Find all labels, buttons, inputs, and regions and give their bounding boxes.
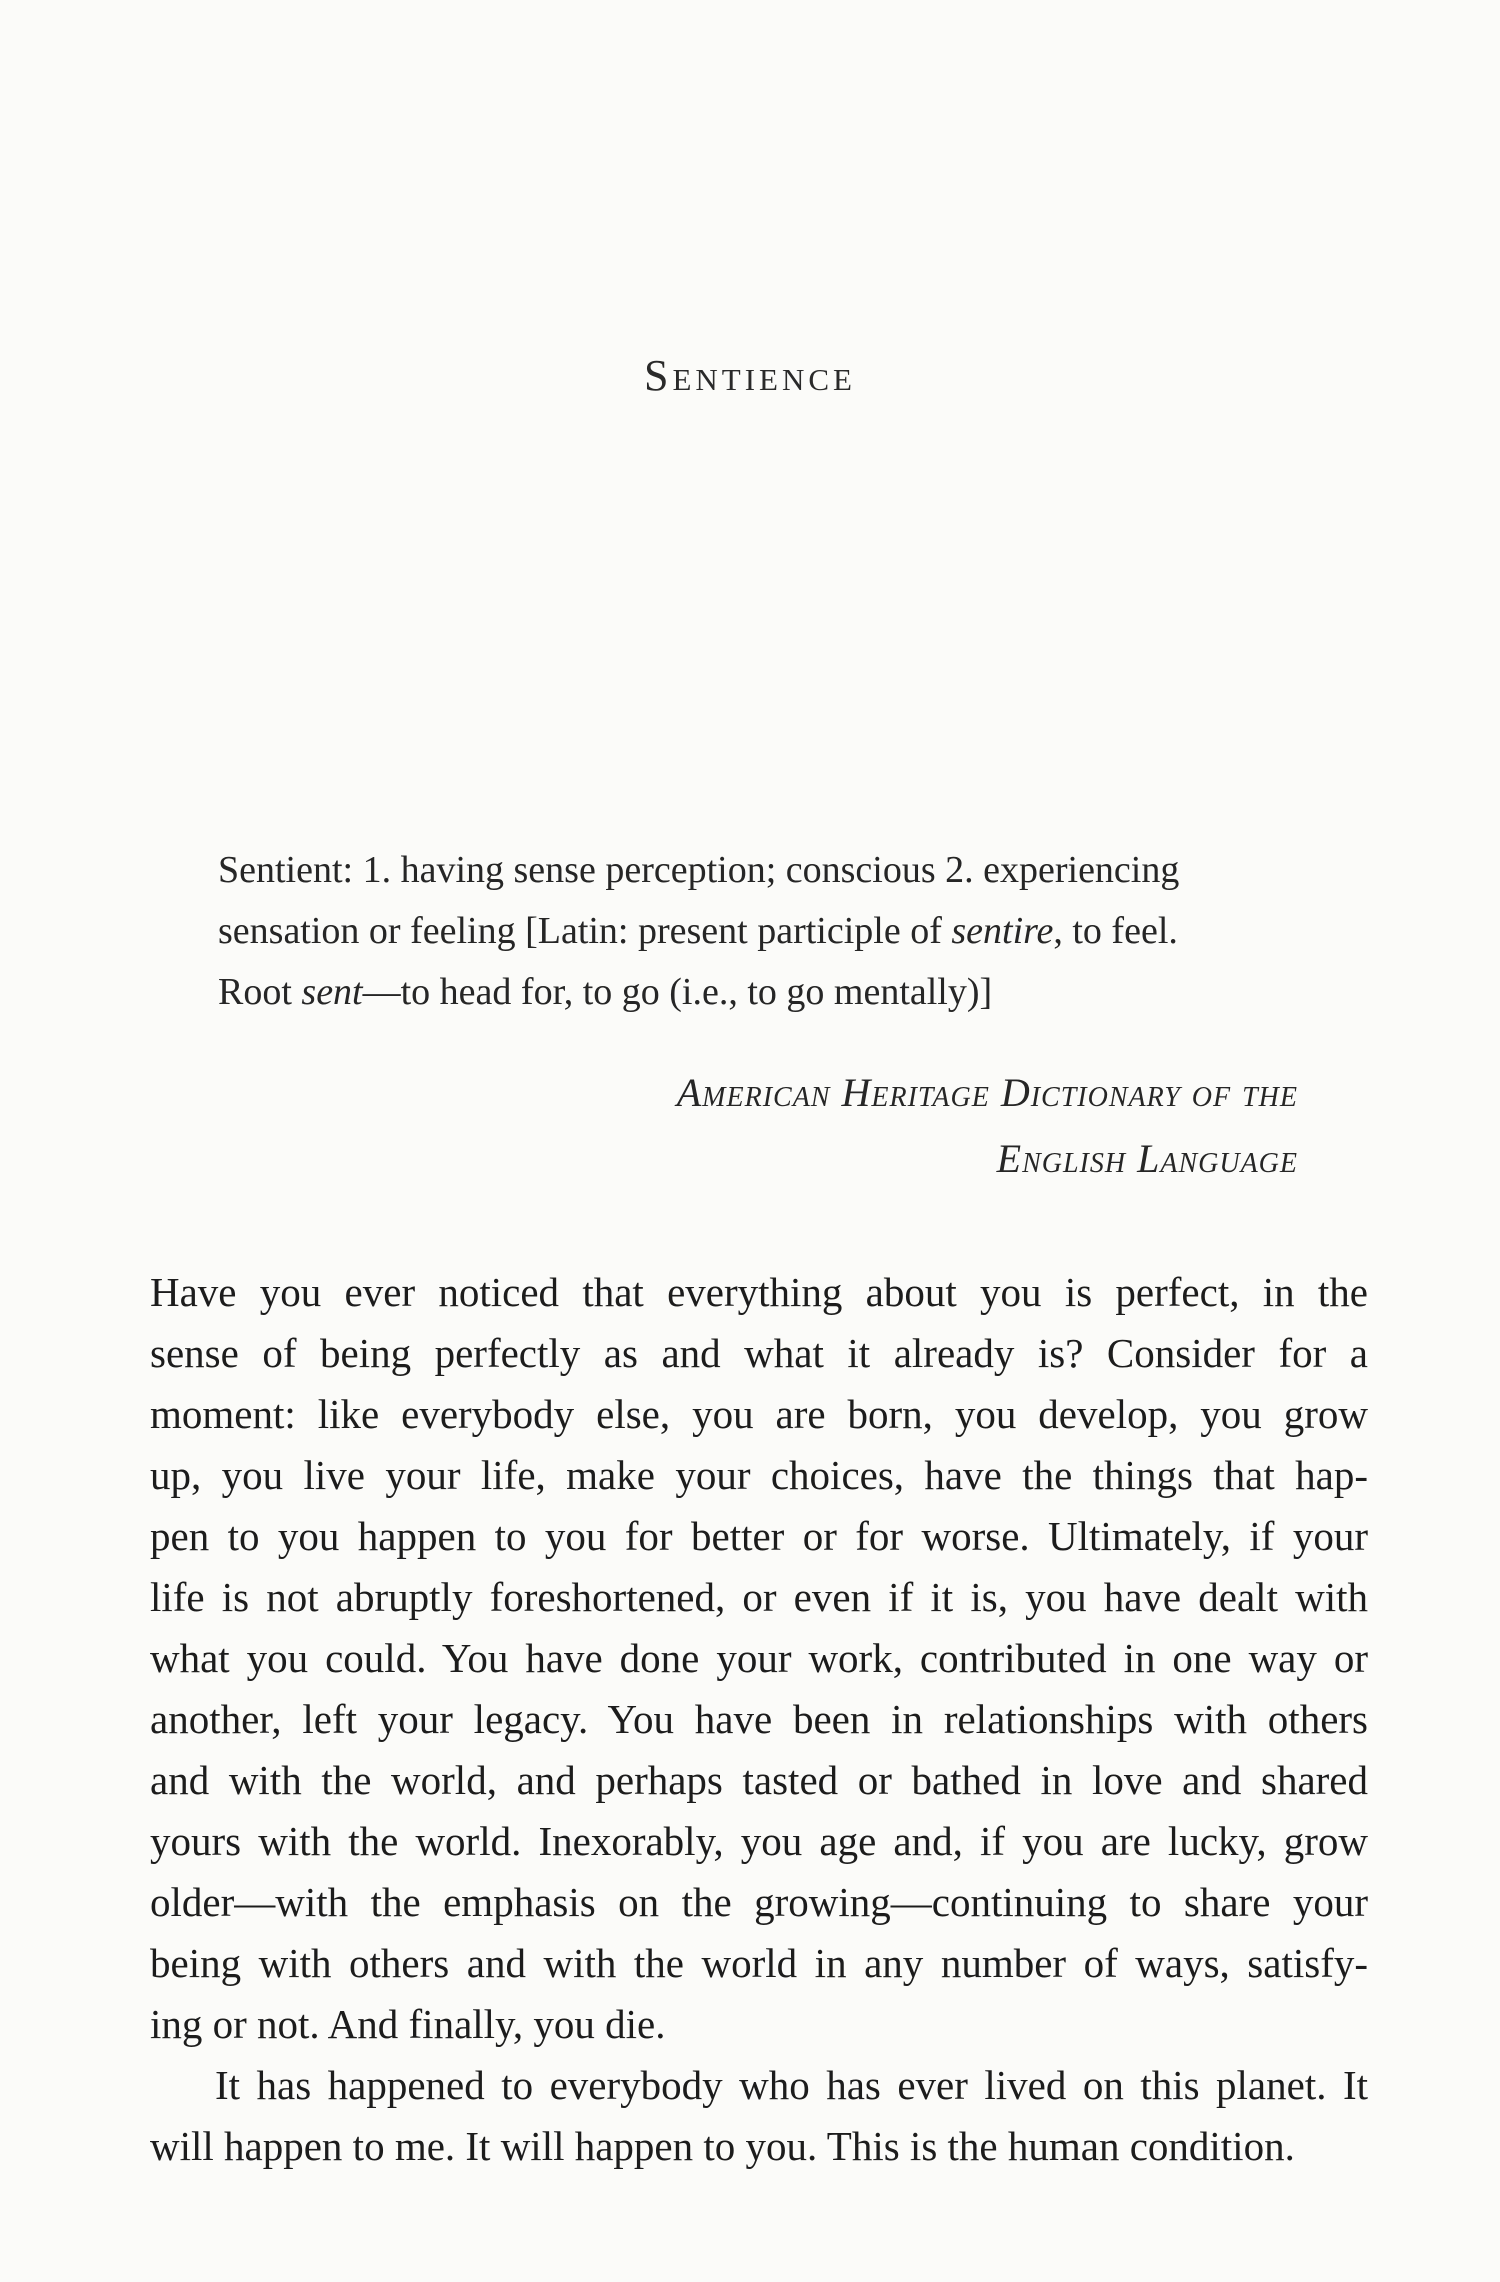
paragraph-1-line: what you could. You have done your work, contributed in one way or: [150, 1635, 1368, 1681]
epigraph-line-2-pre: sensation or feeling [Latin: present participle of: [218, 910, 952, 952]
paragraph-1-line: yours with the world. Inexorably, you age and, if you are lucky, grow: [150, 1818, 1368, 1864]
epigraph-root-word: sent: [301, 971, 363, 1013]
paragraph-1-line: sense of being perfectly as and what it already is? Consider for a: [150, 1330, 1368, 1376]
paragraph-1-line: pen to you happen to you for better or for worse. Ultimately, if your: [150, 1513, 1368, 1559]
epigraph: [218, 840, 1298, 1023]
paragraph-2-line: will happen to me. It will happen to you. This is the human condition.: [150, 2123, 1295, 2169]
chapter-title: Sentience: [644, 351, 856, 400]
epigraph-latin-word: sentire: [951, 910, 1054, 952]
epigraph-line-2: [218, 901, 1298, 962]
epigraph-line-3-pre: Root: [218, 971, 302, 1013]
epigraph-source: [218, 1060, 1298, 1192]
paragraph-2-line: It has happened to everybody who has ever lived on this planet. It: [215, 2062, 1368, 2108]
source-line-2: English Language: [996, 1136, 1298, 1181]
paragraph-1-line: being with others and with the world in any number of ways, satisfy-: [150, 1940, 1368, 1986]
paragraph-1-line: life is not abruptly foreshortened, or even if it is, you have dealt with: [150, 1574, 1368, 1620]
source-line-1: American Heritage Dictionary of the: [676, 1070, 1298, 1115]
epigraph-line-3: [218, 962, 1298, 1023]
paragraph-1-line: up, you live your life, make your choices, have the things that hap-: [150, 1452, 1368, 1498]
epigraph-line-2-post: , to feel.: [1053, 910, 1178, 952]
epigraph-line-1: Sentient: 1. having sense perception; conscious 2. experiencing: [218, 849, 1180, 891]
paragraph-1: [150, 1262, 1368, 2055]
paragraph-1-line: another, left your legacy. You have been in relationships with others: [150, 1696, 1368, 1742]
paragraph-1-line: ing or not. And finally, you die.: [150, 2001, 666, 2047]
epigraph-line-3-post: —to head for, to go (i.e., to go mentally)]: [362, 971, 993, 1013]
paragraph-1-line: Have you ever noticed that everything about you is perfect, in the: [150, 1269, 1368, 1315]
paragraph-1-line: moment: like everybody else, you are born, you develop, you grow: [150, 1391, 1368, 1437]
paragraph-1-line: and with the world, and perhaps tasted or bathed in love and shared: [150, 1757, 1368, 1803]
paragraph-1-line: older—with the emphasis on the growing—continuing to share your: [150, 1879, 1368, 1925]
paragraph-2: [150, 2055, 1368, 2177]
body-text: [150, 1262, 1368, 2177]
